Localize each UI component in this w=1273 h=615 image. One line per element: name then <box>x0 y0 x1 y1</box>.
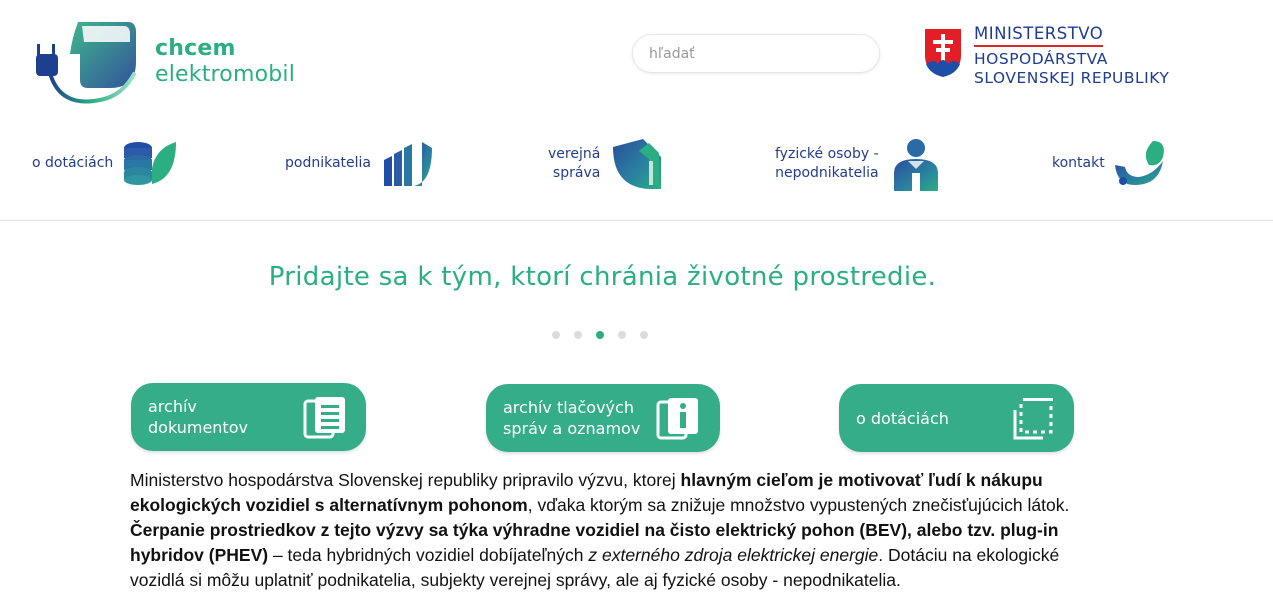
slider-dot-active[interactable] <box>596 331 604 339</box>
slider-dot[interactable] <box>574 331 582 339</box>
ministry-line2: HOSPODÁRSTVA <box>974 50 1108 68</box>
nav-item-individuals[interactable] <box>775 137 942 191</box>
intro-bold-1: hlavným cieľom je motivovať ľudí k nákupu ekologických vozidiel s alternatívnym pohonom <box>130 470 1043 515</box>
intro-italic-1: z externého zdroja elektrickej energie <box>588 545 879 565</box>
nav-label-contact: kontakt <box>1052 154 1105 171</box>
ministry-line1: MINISTERSTVO <box>974 24 1103 47</box>
ministry-line3: SLOVENSKEJ REPUBLIKY <box>974 69 1170 87</box>
slovak-coat-of-arms-icon <box>922 26 964 78</box>
logo-line2: elektromobil <box>155 62 296 87</box>
documents-stack-icon <box>1011 396 1057 440</box>
search-box <box>632 34 880 73</box>
nav-divider <box>0 220 1273 221</box>
slider-dot[interactable] <box>640 331 648 339</box>
nav-item-subsidies[interactable] <box>32 137 178 189</box>
slider-dot[interactable] <box>552 331 560 339</box>
slider-dots <box>552 331 648 339</box>
nav-label-individuals: fyzické osoby - nepodnikatelia <box>775 146 879 181</box>
nav-item-public-administration[interactable] <box>548 137 665 191</box>
car-plug-icon <box>30 18 145 106</box>
documents-archive-button[interactable] <box>131 383 366 451</box>
intro-paragraph <box>130 468 1090 593</box>
documents-archive-label: archív dokumentov <box>148 397 248 437</box>
nav-label-subsidies: o dotáciách <box>32 154 114 171</box>
subsidies-button[interactable] <box>839 384 1074 452</box>
intro-text-1: Ministerstvo hospodárstva Slovenskej republiky pripravilo výzvu, ktorej <box>130 470 681 490</box>
building-icon <box>609 137 665 191</box>
intro-bold-2: Čerpanie prostriedkov z tejto výzvy sa týka výhradne vozidiel na čisto elektrický pohon (BEV), alebo tzv. plug-in hybridov (PHEV) <box>130 520 1059 565</box>
person-icon <box>892 137 942 191</box>
contact-icon <box>1113 137 1171 189</box>
logo-line1: chcem <box>155 36 236 61</box>
info-document-icon <box>656 396 702 440</box>
nav-item-entrepreneurs[interactable] <box>285 137 436 189</box>
press-archive-label: archív tlačových správ a oznamov <box>503 398 641 438</box>
slider-text: Pridajte sa k tým, ktorí chránia životné prostredie. <box>268 262 937 292</box>
document-icon <box>303 395 349 439</box>
search-input[interactable] <box>647 35 871 73</box>
press-archive-button[interactable] <box>486 384 720 452</box>
site-logo[interactable] <box>30 18 310 106</box>
database-icon <box>122 138 178 188</box>
bar-chart-icon <box>380 138 436 188</box>
intro-text-3: – teda hybridných vozidiel dobíjateľných <box>268 545 589 565</box>
nav-label-public-administration: verejná správa <box>548 146 601 181</box>
nav-label-entrepreneurs: podnikatelia <box>285 154 372 171</box>
nav-item-contact[interactable] <box>1052 137 1171 189</box>
slider-dot[interactable] <box>618 331 626 339</box>
intro-text-4: . Dotáciu na ekologické vozidlá si môžu uplatniť podnikatelia, subjekty verejnej správy, ale aj fyzické osoby - nepodnikatelia. <box>130 545 1060 590</box>
ministry-logo[interactable] <box>974 24 1169 88</box>
subsidies-button-label: o dotáciách <box>856 408 949 428</box>
intro-text-2: , vďaka ktorým sa znižuje množstvo vypustených znečisťujúcich látok. <box>527 495 1070 515</box>
